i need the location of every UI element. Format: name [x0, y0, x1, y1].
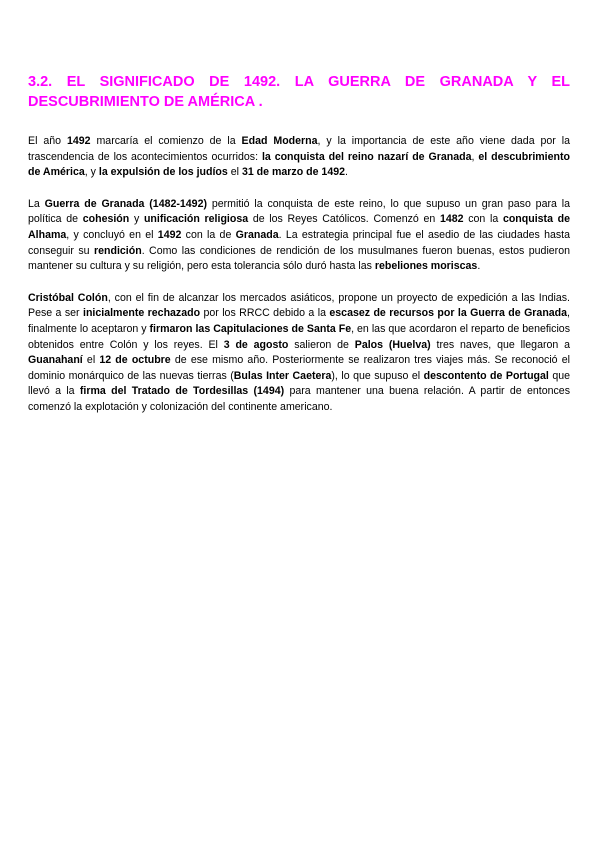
text-run: tres naves, que llegaron a [430, 338, 570, 351]
document-page [28, 72, 570, 432]
bold-text: rendición [94, 244, 142, 257]
bold-text: firmaron las Capitulaciones de Santa Fe [149, 322, 352, 335]
text-run: que llevó a la [28, 369, 571, 398]
text-run: el [82, 354, 100, 367]
bold-text: unificación religiosa [143, 213, 249, 226]
text-run: . [477, 260, 481, 273]
text-run: . Como las condiciones de rendición de los musulmanes fueron buenas, estos pudieron mantener su cultura y su religión, pero esta tolerancia sólo duró hasta las [28, 244, 570, 273]
text-run: permitió la conquista de este reino, lo que supuso un gran paso para la política de [28, 197, 570, 226]
bold-text: descontento de Portugal [423, 369, 549, 382]
bold-text: inicialmente rechazado [83, 307, 201, 320]
text-run: salieron de [288, 338, 355, 351]
bold-text: Guerra de Granada (1482-1492) [44, 197, 207, 210]
paragraph-2 [28, 197, 570, 275]
text-run: El año [28, 135, 67, 147]
bold-text: 1492 [66, 135, 91, 147]
bold-text: escasez de recursos por la Guerra de Granada [329, 307, 568, 320]
text-run: marcaría el comienzo de la [90, 135, 242, 147]
bold-text: 1492 [157, 228, 182, 241]
text-run: de los Reyes Católicos. Comenzó en [248, 213, 440, 226]
bold-text: Bulas Inter Caetera [233, 369, 332, 382]
bold-text: cohesión [82, 213, 130, 226]
paragraph-1 [28, 134, 570, 181]
text-run: , y [84, 166, 99, 179]
bold-text: Guanahaní [28, 354, 83, 367]
text-run: , con el fin de alcanzar los mercados asiáticos, propone un proyecto de expedición a las Indias. Pese a ser [28, 291, 570, 320]
section-heading: 3.2. EL SIGNIFICADO DE 1492. LA GUERRA DE GRANADA Y EL DESCUBRIMIENTO DE AMÉRICA . [28, 74, 570, 110]
text-run: de ese mismo año. Posteriormente se realizaron tres viajes más. Se reconoció el dominio monárquico de las nuevas tierras ( [28, 354, 570, 382]
bold-text: Granada [235, 228, 279, 241]
bold-text: 12 de octubre [99, 354, 171, 367]
bold-text: 3 de agosto [223, 338, 289, 351]
bold-text: la expulsión de los judíos [98, 166, 228, 179]
bold-text: el descubrimiento de América [28, 150, 570, 179]
text-run: , y la importancia de este año viene dada por la trascendencia de los acontecimientos ocurridos: [28, 135, 571, 163]
text-run: , en las que acordaron el reparto de beneficios obtenidos entre Colón y los reyes. El [28, 322, 570, 351]
text-run: ), lo que supuso el [331, 369, 424, 382]
text-run: , finalmente lo aceptaron y [28, 307, 570, 335]
bold-text: la conquista del reino nazarí de Granada [261, 150, 472, 163]
text-run: y [129, 213, 144, 226]
bold-text: rebeliones moriscas [374, 260, 478, 273]
text-run: el [227, 166, 242, 179]
text-run: La [28, 197, 45, 210]
bold-text: Palos (Huelva) [354, 338, 431, 351]
bold-text: firma del Tratado de Tordesillas (1494) [79, 385, 285, 398]
text-run: . La estrategia principal fue el asedio de las ciudades hasta conseguir su [28, 228, 570, 257]
bold-text: Cristóbal Colón [28, 291, 108, 304]
paragraph-3 [28, 291, 570, 416]
text-run: , [471, 150, 479, 163]
bold-text: 1482 [439, 213, 464, 226]
text-run: con la [463, 213, 503, 226]
bold-text: 31 de marzo de 1492 [241, 166, 345, 179]
text-run: , y concluyó en el [66, 228, 158, 241]
bold-text: Edad Moderna [241, 135, 318, 147]
text-run: . [345, 166, 348, 179]
text-run: para mantener una buena relación. A partir de entonces comenzó la explotación y colonización del continente americano. [28, 385, 570, 413]
text-run: por los RRCC debido a la [200, 307, 330, 320]
text-run: con la de [181, 228, 236, 241]
bold-text: conquista de Alhama [28, 213, 571, 241]
